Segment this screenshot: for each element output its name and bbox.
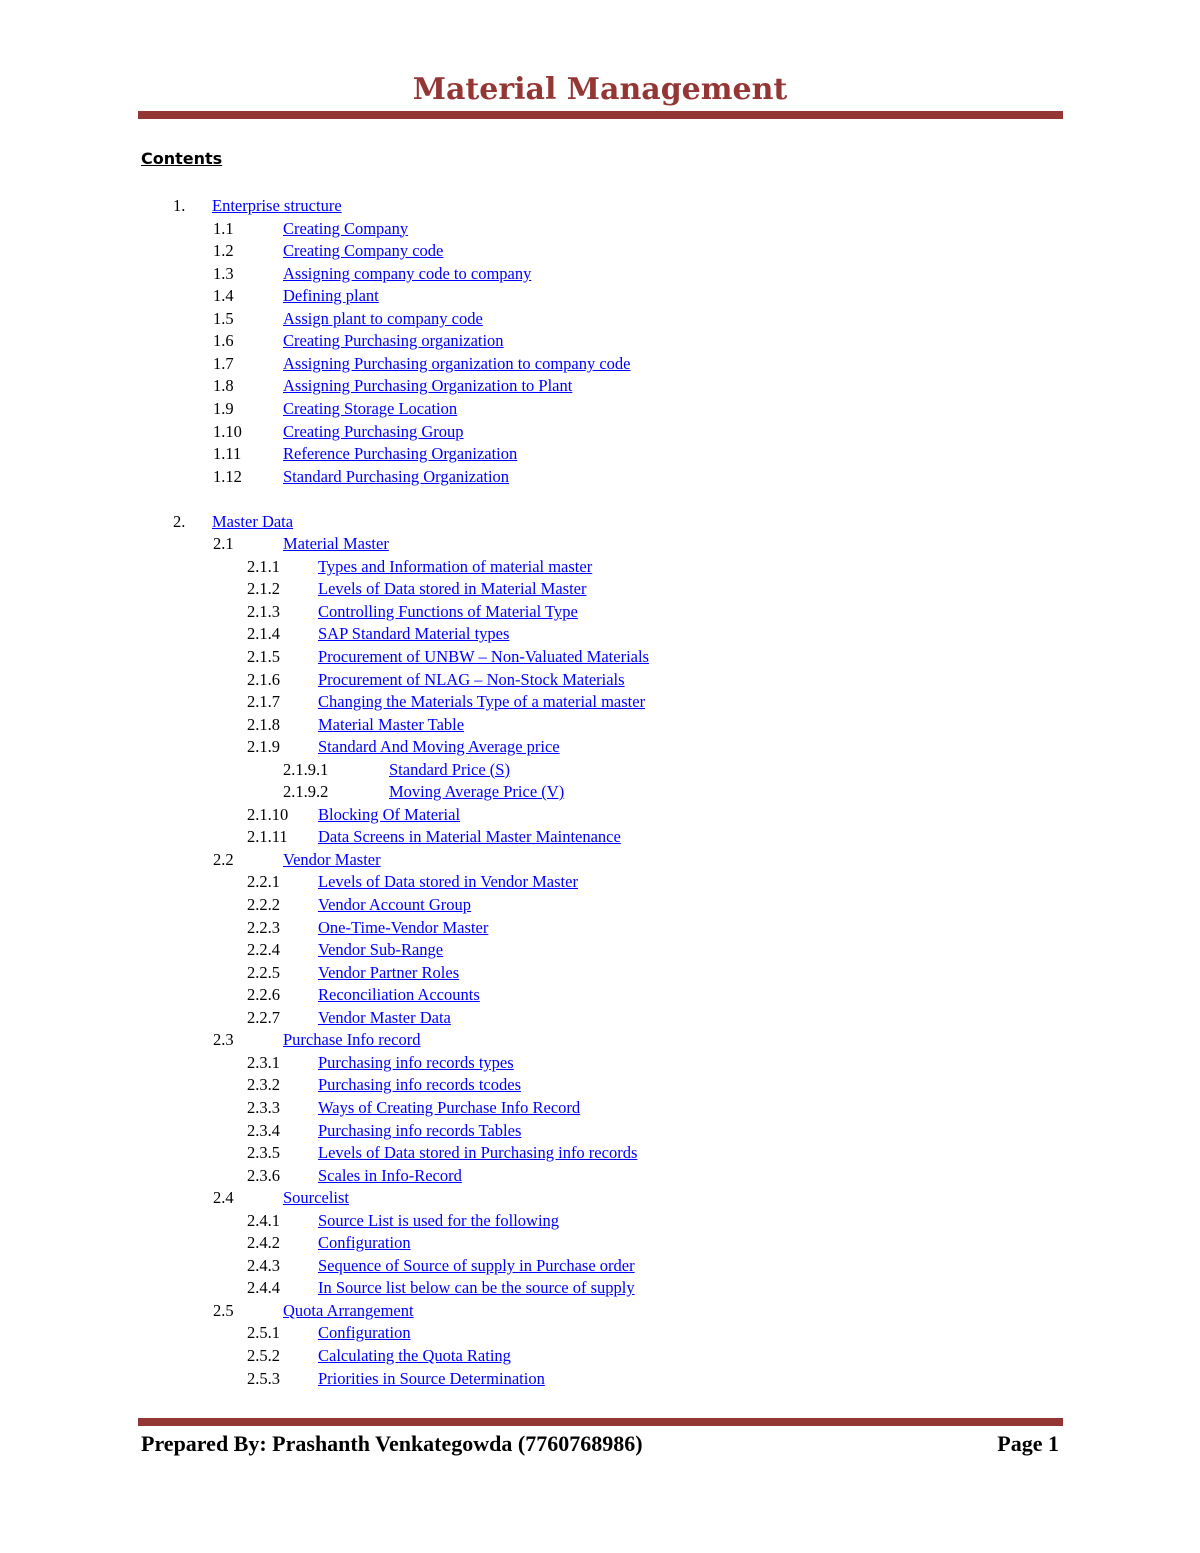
page-title: Material Management	[412, 72, 788, 107]
toc-entry	[0, 601, 1200, 623]
toc-entry-number: 2.1.1	[247, 556, 280, 576]
toc-entry-number: 2.3.1	[247, 1052, 280, 1072]
toc-entry-link[interactable]: Moving Average Price (V)	[389, 782, 565, 802]
toc-entry-number: 2.1.9.1	[283, 759, 329, 779]
toc-entry-number: 1.2	[213, 241, 234, 261]
toc-entry-number: 2.2.6	[247, 985, 280, 1005]
toc-entry-link[interactable]: Master Data	[212, 511, 294, 531]
toc-entry-number: 2.5.2	[247, 1346, 280, 1365]
toc-entry-number: 2.3.4	[247, 1120, 280, 1140]
toc-entry-link[interactable]: Levels of Data stored in Material Master	[318, 579, 587, 599]
toc-entry	[0, 240, 1200, 262]
toc-entry-number: 1.	[173, 196, 186, 215]
toc-entry	[0, 443, 1200, 465]
toc-entry-number: 2.3.6	[247, 1165, 280, 1185]
toc-entry-link[interactable]: Procurement of UNBW – Non-Valuated Materials	[318, 646, 649, 666]
toc-entry-number: 2.3.3	[247, 1097, 280, 1117]
contents-heading: Contents	[141, 149, 223, 168]
toc-entry-number: 2.1.4	[247, 624, 280, 644]
toc-entry-number: 2.3	[213, 1030, 234, 1050]
toc-entry-link[interactable]: Procurement of NLAG – Non-Stock Materials	[318, 669, 625, 689]
toc-entry	[0, 1074, 1200, 1096]
toc-entry	[0, 263, 1200, 285]
toc-entry	[0, 578, 1200, 600]
toc-entry-number: 1.10	[213, 421, 242, 441]
toc-entry-number: 1.5	[213, 308, 234, 328]
toc-entry-number: 1.4	[213, 286, 234, 306]
toc-entry-link[interactable]: Vendor Master Data	[318, 1007, 451, 1027]
toc-entry-link[interactable]: In Source list below can be the source of supply	[318, 1278, 635, 1298]
toc-entry-number: 2.2.7	[247, 1007, 280, 1027]
toc-entry-link[interactable]: One-Time-Vendor Master	[318, 917, 489, 937]
toc-entry	[0, 285, 1200, 307]
toc-entry-link[interactable]: Quota Arrangement	[283, 1300, 414, 1320]
toc-entry-link[interactable]: Creating Company code	[283, 241, 444, 261]
toc-entry-number: 2.2.3	[247, 917, 280, 937]
prepared-by: Prepared By: Prashanth Venkategowda (7760768986)	[141, 1431, 643, 1456]
toc-entry-number: 1.9	[213, 399, 234, 418]
toc-entry-link[interactable]: Standard Purchasing Organization	[283, 466, 510, 486]
toc-entry-link[interactable]: Creating Purchasing organization	[283, 331, 504, 351]
toc-entry	[0, 894, 1200, 916]
toc-entry-link[interactable]: Defining plant	[283, 286, 379, 306]
toc-entry	[0, 984, 1200, 1006]
toc-entry	[0, 533, 1200, 555]
toc-entry-link[interactable]: Creating Purchasing Group	[283, 421, 464, 441]
toc-entry-number: 2.1.9.2	[283, 782, 329, 802]
toc-entry	[0, 623, 1200, 645]
toc-entry-number: 2.1.9	[247, 737, 280, 757]
toc-entry-number: 1.3	[213, 263, 234, 283]
toc-entry-link[interactable]: Purchasing info records tcodes	[318, 1075, 521, 1095]
toc-entry-number: 2.4.4	[247, 1278, 280, 1298]
toc-entry-number: 2.5.3	[247, 1368, 280, 1388]
toc-entry-link[interactable]: Creating Company	[283, 218, 409, 238]
toc-entry-number: 2.1.10	[247, 804, 289, 824]
toc-entry	[0, 804, 1200, 826]
toc-entry-link[interactable]: Material Master Table	[318, 714, 465, 734]
toc-entry-number: 1.12	[213, 466, 242, 486]
toc-entry-link[interactable]: Purchasing info records Tables	[318, 1120, 522, 1140]
toc-entry-link[interactable]: Blocking Of Material	[318, 804, 461, 824]
toc-entry-link[interactable]: Creating Storage Location	[283, 399, 458, 418]
toc-entry-number: 2.4.2	[247, 1233, 280, 1253]
toc-entry-link[interactable]: Purchasing info records types	[318, 1052, 514, 1072]
toc-entry-number: 2.2.2	[247, 895, 280, 914]
toc-entry	[0, 1322, 1200, 1344]
toc-entry-link[interactable]: SAP Standard Material types	[318, 624, 510, 644]
toc-entry-number: 2.1.5	[247, 646, 280, 666]
toc-entry	[0, 1255, 1200, 1277]
toc-entry-link[interactable]: Levels of Data stored in Purchasing info records	[318, 1143, 638, 1162]
toc-entry	[0, 1300, 1200, 1322]
toc-entry-link[interactable]: Ways of Creating Purchase Info Record	[318, 1097, 581, 1117]
toc-entry	[0, 398, 1200, 420]
toc-entry	[0, 939, 1200, 961]
toc-entry	[0, 1165, 1200, 1187]
toc-entry-number: 2.1.11	[247, 827, 288, 847]
toc-entry	[0, 1120, 1200, 1142]
toc-entry-link[interactable]: Data Screens in Material Master Maintenance	[318, 827, 621, 847]
toc-entry-link[interactable]: Vendor Sub-Range	[318, 940, 444, 960]
toc-entry-number: 2.4	[213, 1188, 234, 1208]
toc-entry	[0, 826, 1200, 848]
toc-entry	[0, 1097, 1200, 1119]
toc-entry-link[interactable]: Assigning company code to company	[283, 263, 532, 283]
toc-entry-link[interactable]: Reference Purchasing Organization	[283, 444, 518, 464]
toc-entry-number: 2.3.2	[247, 1075, 280, 1095]
toc-entry-link[interactable]: Levels of Data stored in Vendor Master	[318, 872, 578, 892]
toc-entry	[0, 962, 1200, 984]
toc-entry	[0, 849, 1200, 871]
toc-entry-link[interactable]: Configuration	[318, 1233, 411, 1253]
toc-entry-number: 2.1.8	[247, 714, 280, 734]
toc-entry-number: 2.4.1	[247, 1210, 280, 1230]
toc-entry	[0, 917, 1200, 939]
toc-entry-link[interactable]: Assigning Purchasing organization to company code	[283, 353, 631, 373]
toc-entry-link[interactable]: Purchase Info record	[283, 1030, 421, 1050]
toc-entry	[0, 1345, 1200, 1367]
toc-entry-link[interactable]: Scales in Info-Record	[318, 1165, 462, 1185]
toc-entry-number: 1.11	[213, 444, 242, 464]
toc-entry	[0, 714, 1200, 736]
toc-entry-link[interactable]: Vendor Partner Roles	[318, 962, 460, 982]
toc-entry	[0, 736, 1200, 758]
toc-entry-number: 2.1.7	[247, 692, 280, 711]
toc-entry	[0, 375, 1200, 397]
toc-entry	[0, 556, 1200, 578]
toc-entry-number: 2.5	[213, 1300, 234, 1320]
toc-entry-link[interactable]: Assigning Purchasing Organization to Plant	[283, 376, 573, 396]
toc-entry-number: 2.4.3	[247, 1255, 280, 1275]
toc-entry	[0, 669, 1200, 691]
toc-entry	[0, 1029, 1200, 1051]
toc-entry	[0, 1232, 1200, 1254]
toc-entry-number: 2.1	[213, 534, 234, 554]
toc-entry-number: 2.2.4	[247, 940, 280, 960]
toc-entry-number: 2.3.5	[247, 1143, 280, 1162]
toc-entry-link[interactable]: Standard And Moving Average price	[318, 737, 560, 757]
page-number: Page 1	[997, 1431, 1059, 1456]
toc-entry-link[interactable]: Reconciliation Accounts	[318, 985, 480, 1005]
toc-entry	[0, 353, 1200, 375]
toc-entry-number: 2.2.1	[247, 872, 280, 892]
toc-entry-link[interactable]: Vendor Account Group	[318, 895, 472, 914]
toc-entry	[0, 1007, 1200, 1029]
toc-entry	[0, 759, 1200, 781]
toc-entry	[0, 1142, 1200, 1164]
toc-entry	[0, 511, 1200, 533]
toc-entry	[0, 421, 1200, 443]
toc-entry	[0, 871, 1200, 893]
toc-entry	[0, 195, 1200, 217]
toc-entry-link[interactable]: Types and Information of material master	[318, 556, 593, 576]
toc-entry-link[interactable]: Changing the Materials Type of a material master	[318, 692, 646, 711]
toc-entry-number: 2.1.2	[247, 579, 280, 599]
toc-entry-number: 2.1.3	[247, 601, 280, 621]
toc-entry-link[interactable]: Calculating the Quota Rating	[318, 1346, 511, 1365]
toc-entry	[0, 1052, 1200, 1074]
toc-entry-link[interactable]: Assign plant to company code	[283, 308, 483, 328]
toc-entry-number: 2.5.1	[247, 1323, 280, 1343]
toc-entry	[0, 218, 1200, 240]
toc-entry-link[interactable]: Material Master	[283, 534, 389, 554]
toc-entry-link[interactable]: Vendor Master	[283, 849, 381, 869]
footer	[141, 1428, 1059, 1460]
toc-entry-link[interactable]: Enterprise structure	[212, 196, 342, 215]
toc-entry-number: 2.1.6	[247, 669, 280, 689]
toc-entry	[0, 646, 1200, 668]
toc-entry	[0, 1368, 1200, 1390]
toc-entry-link[interactable]: Priorities in Source Determination	[318, 1368, 545, 1388]
toc-entry-number: 1.1	[213, 218, 234, 238]
toc-entry	[0, 1187, 1200, 1209]
toc-entry	[0, 330, 1200, 352]
toc-entry-link[interactable]: Configuration	[318, 1323, 411, 1343]
toc-entry-number: 2.2.5	[247, 962, 280, 982]
toc-entry	[0, 466, 1200, 488]
footer-rule	[138, 1418, 1063, 1426]
toc-entry-number: 1.7	[213, 353, 234, 373]
toc-entry-number: 2.	[173, 511, 186, 531]
toc-entry	[0, 691, 1200, 713]
toc-entry-number: 1.8	[213, 376, 234, 396]
toc-entry-number: 2.2	[213, 849, 234, 869]
toc-entry-link[interactable]: Standard Price (S)	[389, 759, 510, 779]
toc-entry-link[interactable]: Source List is used for the following	[318, 1210, 560, 1230]
toc-entry	[0, 1210, 1200, 1232]
toc-entry-link[interactable]: Controlling Functions of Material Type	[318, 601, 578, 621]
toc-entry	[0, 308, 1200, 330]
toc-entry	[0, 781, 1200, 803]
toc-entry	[0, 1277, 1200, 1299]
toc-entry-link[interactable]: Sourcelist	[283, 1188, 349, 1208]
toc-entry-number: 1.6	[213, 331, 234, 351]
toc-entry-link[interactable]: Sequence of Source of supply in Purchase order	[318, 1255, 635, 1275]
